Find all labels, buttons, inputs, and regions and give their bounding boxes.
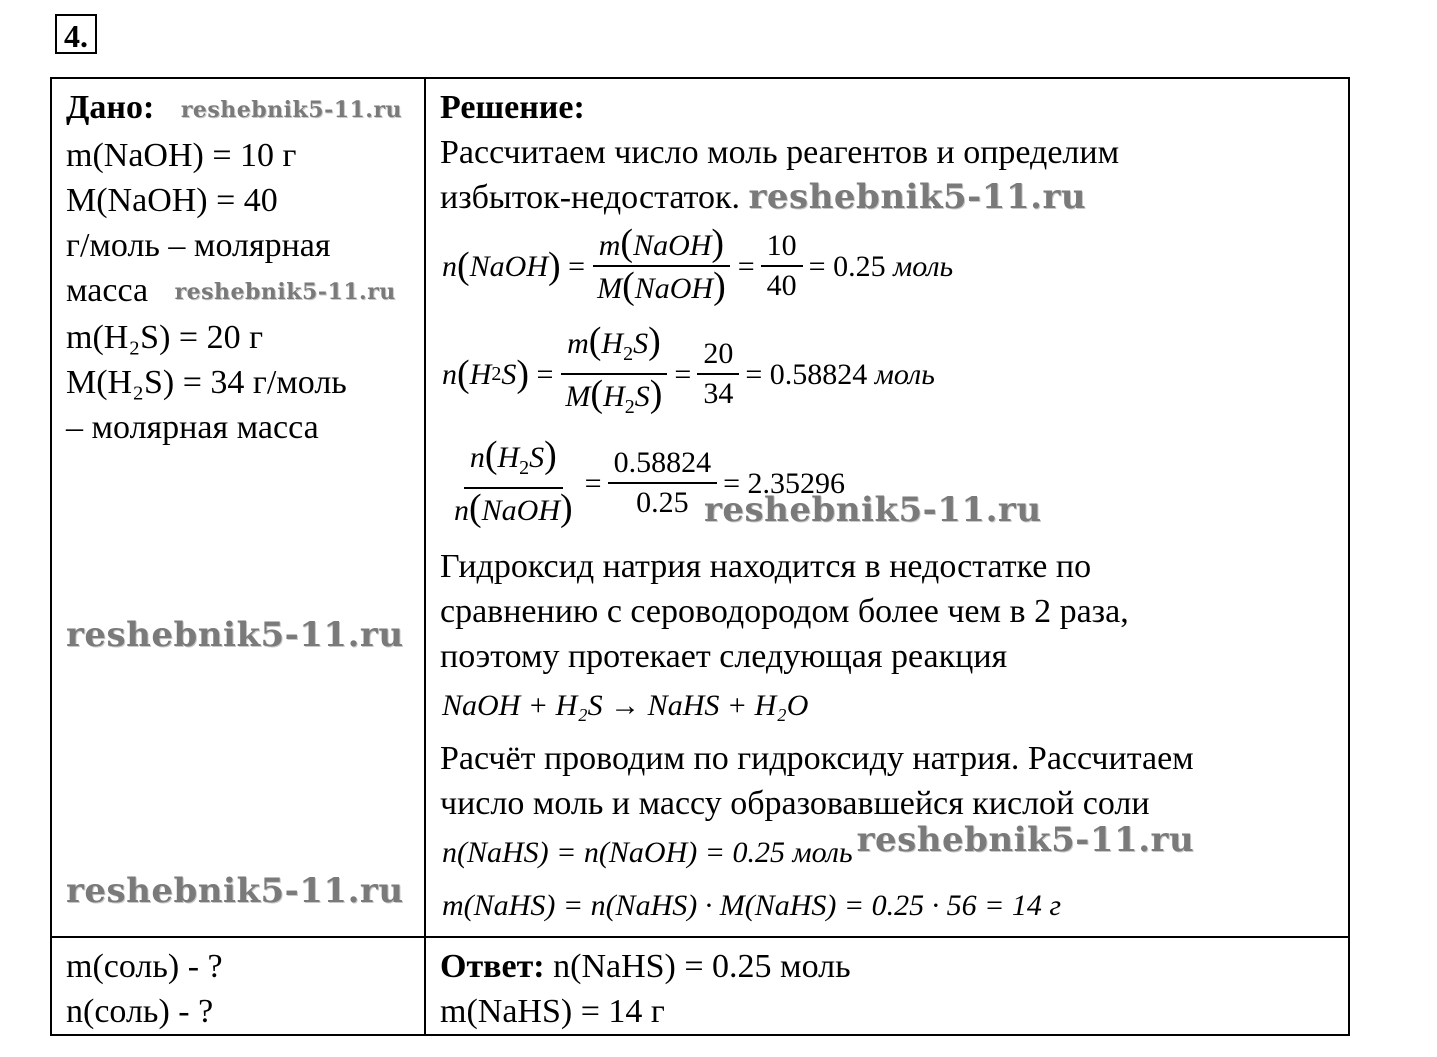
formula-m-nahs: m(NaHS) = n(NaHS) · M(NaHS) = 0.25 · 56 = 14 г [442, 889, 1062, 922]
given-line: m(NaOH) = 10 г [66, 136, 297, 174]
given-line: г/моль – молярная [66, 226, 331, 264]
formula-ratio: $\frac{n(H_2S)}{\text{n(NaOH)}}$ = $\frac{0.58824}{0.25}$ = 2.35296 reshebnik5-11.ru [442, 436, 1336, 530]
solution-text: избыток-недостаток. [440, 179, 741, 216]
solution-text: число моль и массу образовавшейся кислой соли [440, 785, 1150, 822]
solution-table [50, 77, 1350, 1036]
given-line: M(NaOH) = 40 [66, 181, 278, 219]
watermark: reshebnik5-11.ru [856, 820, 1195, 860]
watermark: reshebnik5-11.ru [174, 279, 396, 306]
answer-label: Ответ: [440, 948, 545, 985]
watermark: reshebnik5-11.ru [180, 96, 403, 123]
watermark: reshebnik5-11.ru [748, 177, 1087, 217]
formula-n-h2s: n ( H 2 S ) = $\frac{m(H_2S)}{M(H_2S)}$ = $\frac{20}{34}$ = 0.58824 моль [442, 320, 935, 418]
find-line: m(соль) - ? [66, 948, 223, 985]
given-line: M(H₂S) = 34 г/моль [66, 364, 347, 402]
solution-text: сравнению с сероводородом более чем в 2 раза, [440, 593, 1129, 630]
solution-text: поэтому протекает следующая реакция [440, 638, 1008, 675]
formula-n-nahs: n(NaHS) = n(NaOH) = 0.25 моль reshebnik5-11.ru [442, 820, 1195, 869]
answer-line: n(NaHS) = 0.25 моль [544, 948, 851, 985]
solution-text: Расчёт проводим по гидроксиду натрия. Рассчитаем [440, 740, 1194, 777]
watermark: reshebnik5-11.ru [704, 490, 1042, 530]
solution-cell [425, 78, 1349, 937]
given-line: – молярная масса [66, 409, 319, 447]
find-line: n(соль) - ? [66, 993, 214, 1030]
given-line: масса [66, 271, 149, 309]
solution-text: Гидроксид натрия находится в недостатке по [440, 548, 1092, 585]
solution-text: Рассчитаем число моль реагентов и определим [440, 134, 1120, 171]
answer-cell [425, 937, 1349, 1035]
watermark: reshebnik5-11.ru [66, 871, 404, 911]
reaction-equation: NaOH + H₂S → NaHS + H₂O [442, 689, 809, 722]
given-header: Дано: [66, 89, 155, 126]
given-cell [51, 78, 425, 937]
problem-number: 4. [55, 14, 97, 54]
solution-header: Решение: [440, 89, 585, 126]
answer-line: m(NaHS) = 14 г [440, 993, 665, 1030]
given-line: m(H₂S) = 20 г [66, 319, 264, 357]
watermark: reshebnik5-11.ru [66, 615, 404, 655]
formula-n-naoh: n ( NaOH ) = $\frac{\text{m(NaOH)}}{\text{M(NaOH)}}$ = $\frac{10}{40}$ = 0.25 моль [442, 222, 954, 307]
find-cell [51, 937, 425, 1035]
